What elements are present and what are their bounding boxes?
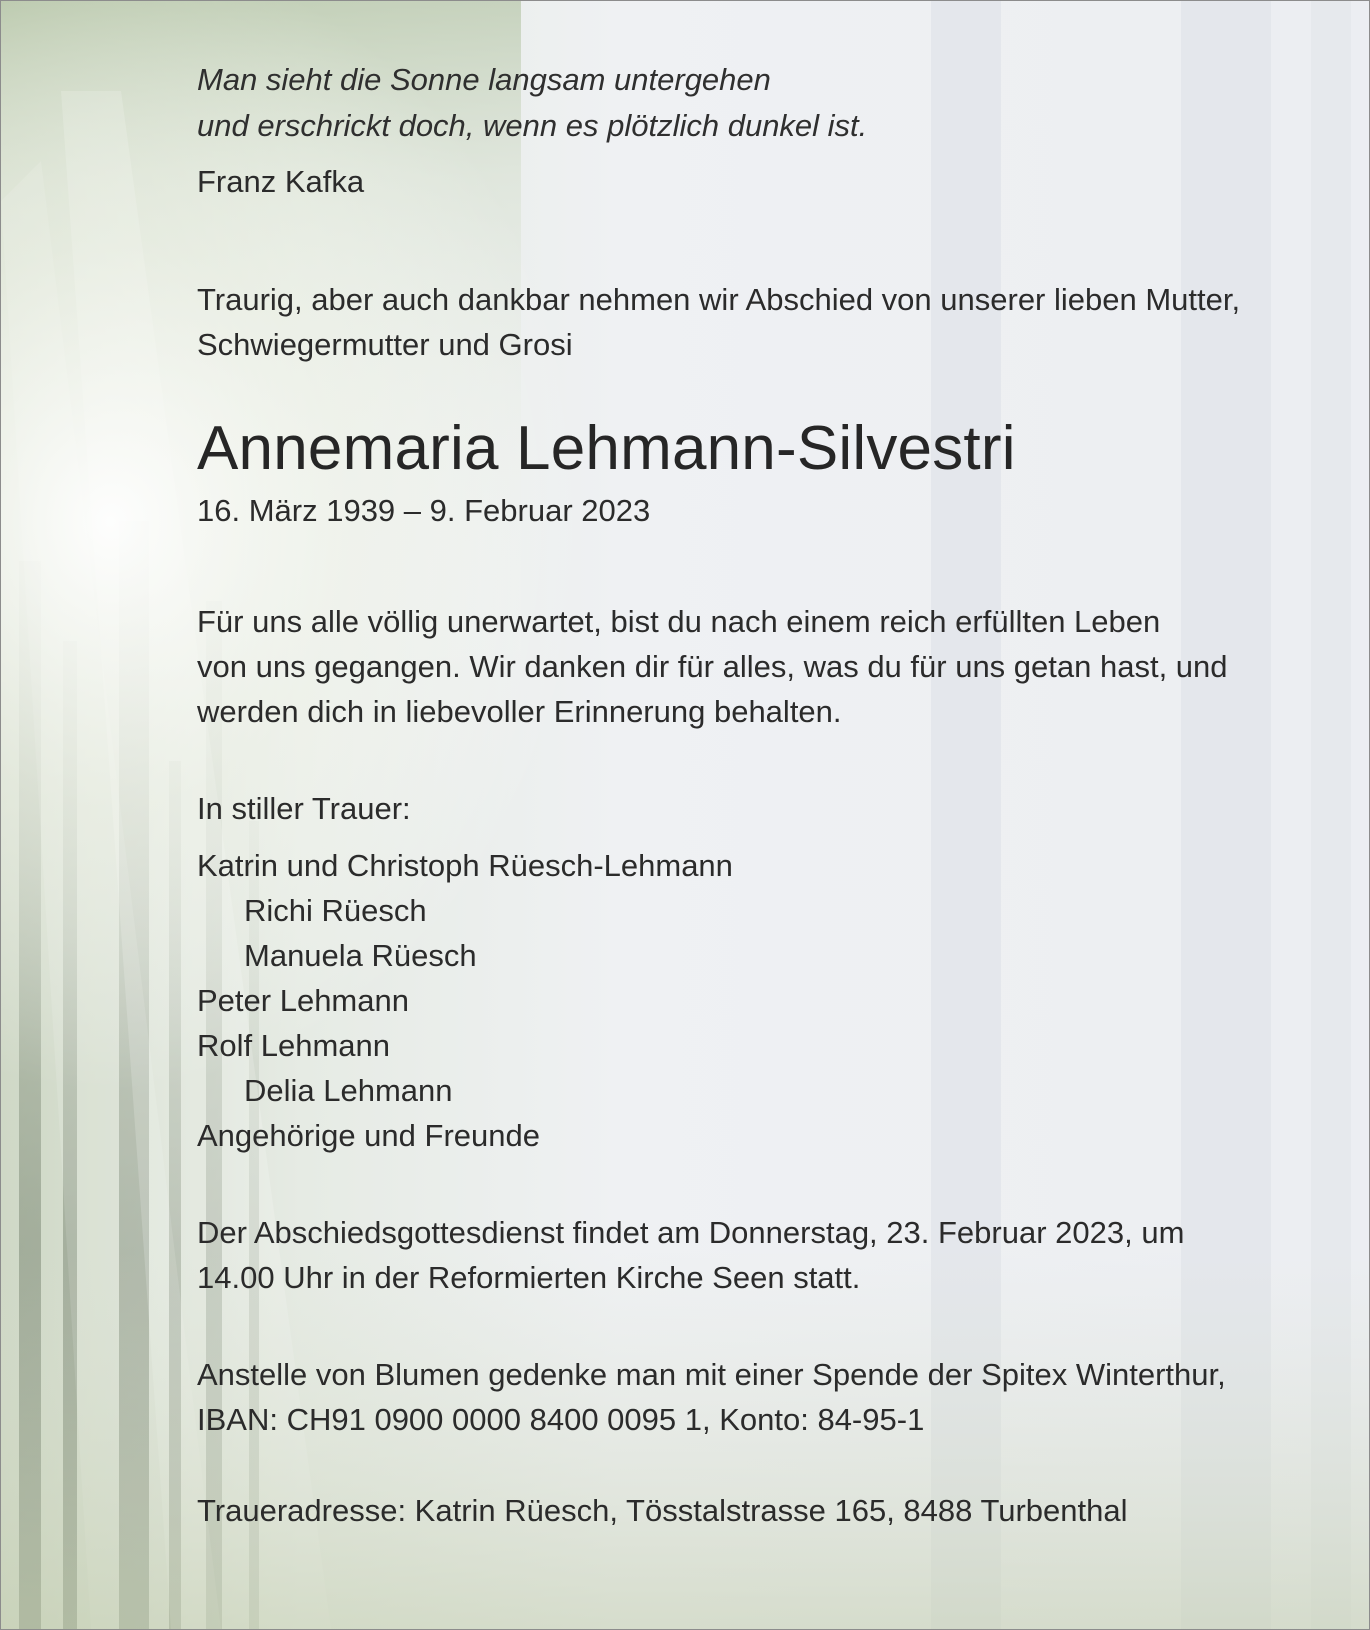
intro-line: Traurig, aber auch dankbar nehmen wir Abschied von unserer lieben Mutter, (197, 282, 1241, 317)
mourners-label: In stiller Trauer: (197, 791, 411, 826)
quote-line: Man sieht die Sonne langsam untergehen (197, 62, 771, 97)
mourning-address (197, 1488, 1337, 1533)
service-line: 14.00 Uhr in der Reformierten Kirche Seen statt. (197, 1260, 861, 1295)
message-line: Für uns alle völlig unerwartet, bist du nach einem reich erfüllten Leben (197, 604, 1161, 639)
deceased-name: Annemaria Lehmann-Silvestri (197, 414, 1016, 483)
mourner-name: Angehörige und Freunde (197, 1118, 540, 1153)
farewell-message (197, 599, 1337, 734)
mourner-name: Peter Lehmann (197, 983, 409, 1018)
message-line: werden dich in liebevoller Erinnerung behalten. (197, 694, 842, 729)
address-line: Traueradresse: Katrin Rüesch, Tösstalstrasse 165, 8488 Turbenthal (197, 1493, 1128, 1528)
message-line: von uns gegangen. Wir danken dir für alles, was du für uns getan hast, und (197, 649, 1228, 684)
mourners-list (197, 843, 1337, 1158)
service-info (197, 1210, 1337, 1300)
intro-line: Schwiegermutter und Grosi (197, 327, 573, 362)
service-line: Der Abschiedsgottesdienst findet am Donnerstag, 23. Februar 2023, um (197, 1215, 1185, 1250)
obituary-content (197, 57, 1337, 1533)
donation-line: Anstelle von Blumen gedenke man mit einer Spende der Spitex Winterthur, (197, 1357, 1226, 1392)
quote-author: Franz Kafka (197, 164, 365, 199)
mourner-name: Manuela Rüesch (244, 938, 477, 973)
donation-info (197, 1352, 1337, 1442)
quote-line: und erschrickt doch, wenn es plötzlich dunkel ist. (197, 108, 868, 143)
mourner-name: Delia Lehmann (244, 1073, 453, 1108)
donation-line: IBAN: CH91 0900 0000 8400 0095 1, Konto: 84-95-1 (197, 1402, 925, 1437)
mourner-name: Katrin und Christoph Rüesch-Lehmann (197, 848, 733, 883)
life-dates: 16. März 1939 – 9. Februar 2023 (197, 493, 651, 528)
mourner-name: Rolf Lehmann (197, 1028, 391, 1063)
mourner-name: Richi Rüesch (244, 893, 427, 928)
